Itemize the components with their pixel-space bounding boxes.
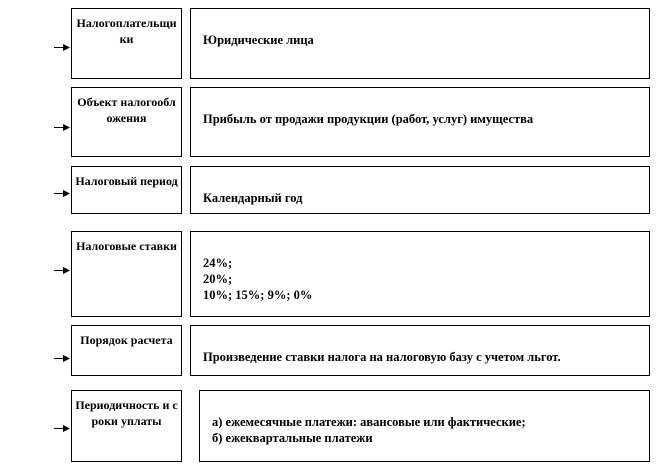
- arrow-icon: [54, 189, 70, 198]
- value-text: Юридические лица: [203, 33, 314, 47]
- label-periodicity-and-terms: [71, 390, 182, 462]
- label-taxpayers: [71, 8, 182, 79]
- label-text: Налоговые ставки: [76, 239, 177, 253]
- arrow-icon: [54, 424, 70, 433]
- label-text: Налогоплательщики: [76, 16, 177, 46]
- value-text: 24%; 20%; 10%; 15%; 9%; 0%: [203, 256, 313, 302]
- arrow-icon: [54, 266, 70, 275]
- value-text: Произведение ставки налога на налоговую базу с учетом льгот.: [203, 350, 561, 364]
- arrow-icon: [54, 43, 70, 52]
- value-text: Прибыль от продажи продукции (работ, услуг) имущества: [203, 112, 534, 126]
- value-tax-rates: [190, 231, 650, 317]
- value-text: а) ежемесячные платежи: авансовые или фактические; б) ежеквартальные платежи: [212, 415, 526, 445]
- label-tax-period: [71, 166, 182, 214]
- value-taxation-object: [190, 87, 650, 157]
- label-text: Объект налогообложения: [77, 95, 176, 125]
- value-periodicity-and-terms: [199, 390, 650, 462]
- value-taxpayers: [190, 8, 650, 79]
- value-calculation-procedure: [190, 325, 650, 376]
- value-text: Календарный год: [203, 191, 303, 205]
- label-tax-rates: [71, 231, 182, 317]
- value-tax-period: [190, 166, 650, 214]
- label-text: Периодичность и сроки уплаты: [75, 398, 178, 428]
- label-taxation-object: [71, 87, 182, 157]
- arrow-icon: [54, 354, 70, 363]
- arrow-icon: [54, 123, 70, 132]
- label-calculation-procedure: [71, 325, 182, 376]
- label-text: Порядок расчета: [80, 333, 173, 347]
- label-text: Налоговый период: [75, 174, 178, 188]
